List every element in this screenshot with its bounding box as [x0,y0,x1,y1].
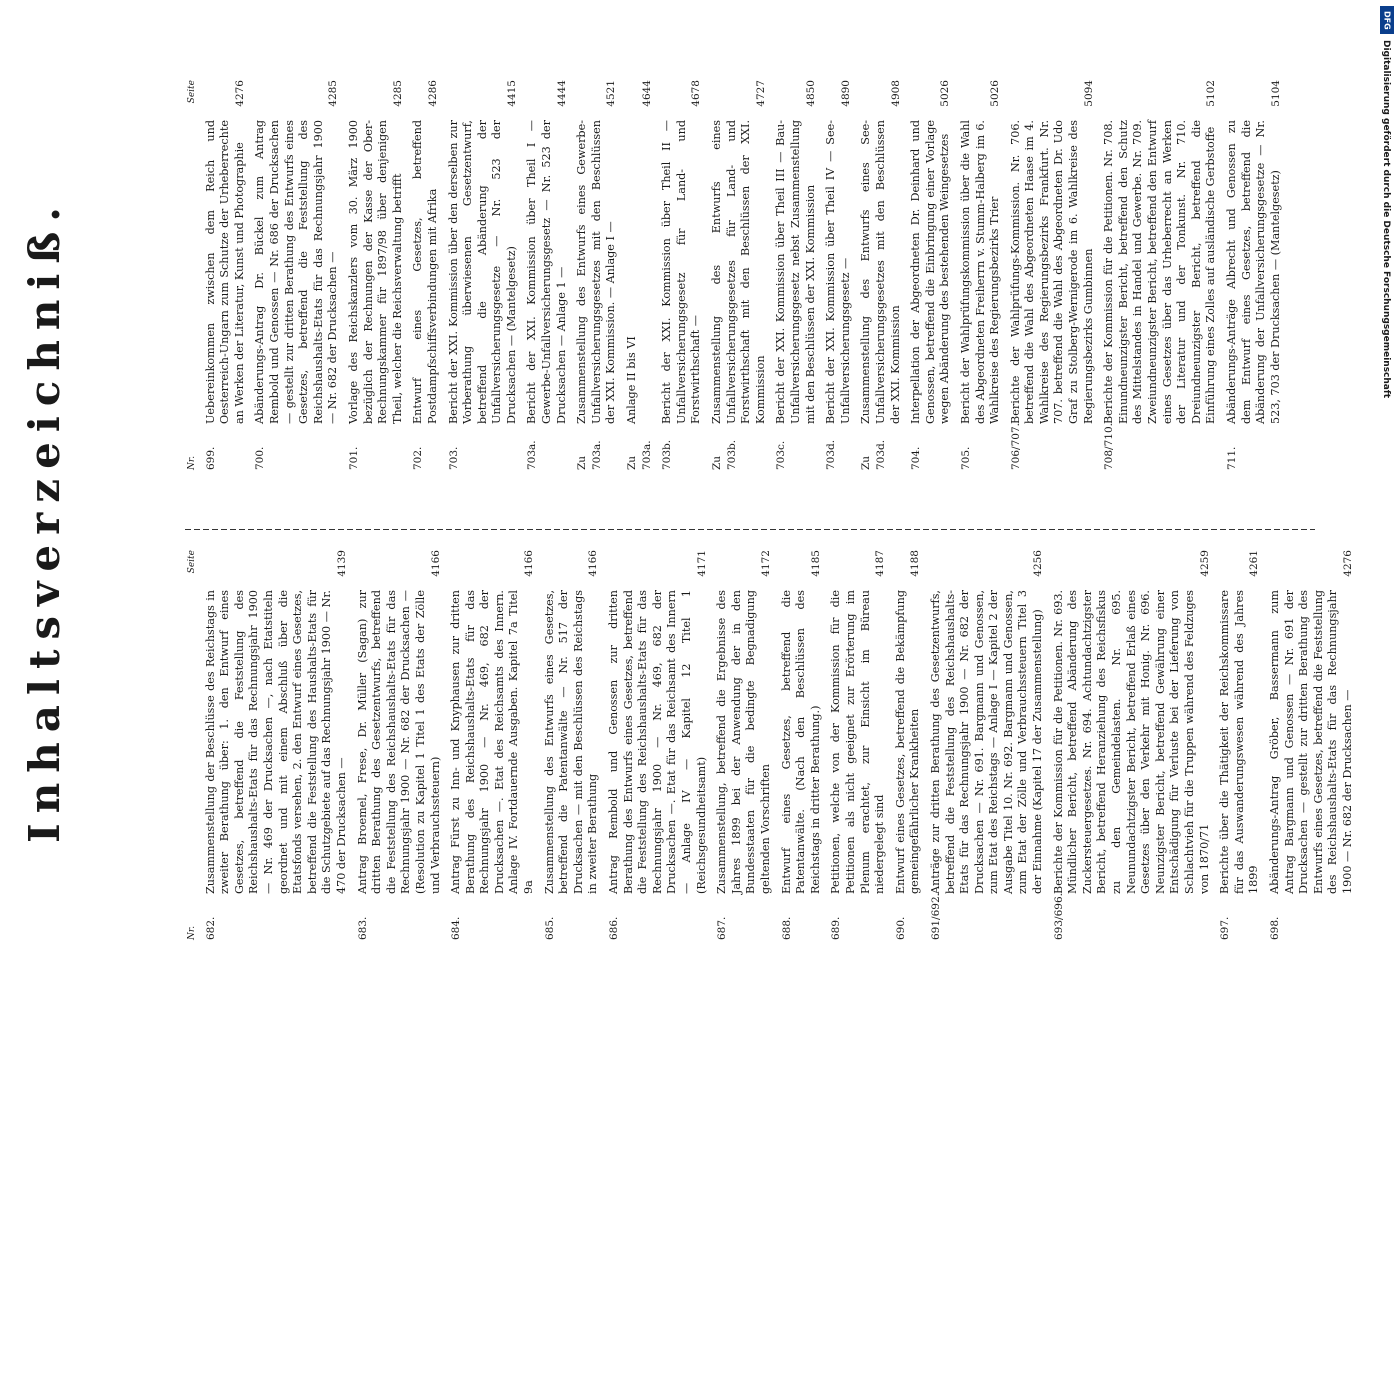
entry-text: Abänderungs-Anträge Albrecht und Genossen zu dem Entwurf eines Gesetzes, betreffend die Abänderung der Unfallversicherungsgesetze — Nr. 523, 703 der Drucksachen — (Mantelgesetz) [1225,120,1282,424]
digitization-credit: Digitalisierung gefördert durch die Deutsche Forschungsgemeinschaft [1381,40,1391,399]
entry-text: Zusammenstellung der Beschlüsse des Reichstags in zweiter Berathung über: 1. den Entwurf eines Gesetzes, betreffend die Feststellung des Reichshaushalts-Etats für das Rechnungsjahr 1900 — Nr. 469 der Drucksachen —, nach Etatstiteln geordnet und mit einem Abschluß über die Etatsfonds versehen, 2. den Entwurf eines Gesetzes, betreffend die Feststellung des Haushalts-Etats für die Schutzgebiete auf das Rechnungsjahr 1900 — Nr. 470 der Drucksachen — [203,590,348,894]
entry-number: 701. [347,446,360,470]
entry-page: 5094 [1082,80,1095,107]
entry-page: 4276 [233,80,246,107]
toc-entry [525,80,569,470]
entry-page: 5102 [1205,80,1218,107]
entry-text: Entwurf eines Gesetzes, betreffend Postdampfschiffsverbindungen mit Afrika [411,120,439,424]
dfg-logo: DFG [1380,6,1394,34]
right-column-header [185,80,200,470]
entry-text: Bericht der XXI. Kommission über Theil III — Bau-Unfallversicherungsgesetz nebst Zusammenstellung mit den Beschlüssen der XXI. Kommission [774,120,817,424]
entry-number: 699. [204,446,217,470]
toc-entry [449,550,537,940]
entry-page: 4166 [523,550,536,577]
entry-page: 4678 [690,80,703,107]
entry-page: 4644 [640,80,653,107]
toc-entry [575,80,619,470]
entry-number: Zu 703a. [576,440,603,470]
entry-page: 4256 [1032,550,1045,577]
entry-page: 4727 [754,80,767,107]
entry-text: Zusammenstellung des Entwurfs eines Gewerbe-Unfallversicherungsgesetzes mit den Beschlüssen der XXI. Kommission. — Anlage I — [575,120,618,424]
entry-text: Zusammenstellung, betreffend die Ergebnisse des Jahres 1899 bei der Anwendung der in den Bundesstaaten für die bedingte Begnadigung geltenden Vorschriften [715,590,772,894]
entry-number: 685. [543,916,556,940]
entry-number: 693/696. [1052,893,1065,940]
entry-number: 706/707. [1009,423,1022,470]
entry-text: Antrag Rembold und Genossen zur dritten Berathung des Entwurfs eines Gesetzes, betreffend die Feststellung des Reichshaushalts-Etats für das Rechnungsjahr 1900 — Nr. 469, 682 der Drucksachen —. Etat für das Reichsamt des Innern — Anlage IV — Kapitel 12 Titel 1 (Reichsgesundheitsamt) [607,590,708,894]
entry-text: Bericht der XXI. Kommission über Theil I — Gewerbe-Unfallversicherungsgesetz — Nr. 523 der Drucksachen — Anlage 1 — [525,120,568,424]
entry-number: 689. [830,916,843,940]
toc-entry [829,550,887,940]
entry-number: 703. [447,446,460,470]
entry-text: Interpellation der Abgeordneten Dr. Deinhard und Genossen, betreffend die Einbringung einer Vorlage wegen Abänderung des bestehenden Weingesetzes [909,120,952,424]
seite-label: Seite [187,550,197,574]
toc-entry [824,80,853,470]
digitization-sidebar [1377,0,1397,1000]
entry-number: 690. [894,916,907,940]
entry-page: 5026 [939,80,952,107]
entry-page: 5026 [989,80,1002,107]
entry-page: 4139 [335,550,348,577]
toc-entry [607,550,709,940]
entry-page: 4415 [505,80,518,107]
nr-label: Nr. [187,925,197,940]
toc-entry [774,80,818,470]
entry-number: 702. [412,446,425,470]
entry-page: 4261 [1248,550,1261,577]
entry-number: 686. [608,916,621,940]
toc-entry [959,80,1003,470]
entry-page: 4908 [889,80,902,107]
entry-text: Anlage II bis VI [625,336,639,424]
entry-text: Bericht der Wahlprüfungskommission über die Wahl des Abgeordneten Freiherrn v. Stumm-Halberg im 6. Wahlkreise des Regierungsbezirks Trier [958,120,1002,424]
entry-page: 4172 [759,550,772,577]
nr-label: Nr. [187,455,197,470]
entry-text: Zusammenstellung des Entwurfs eines Unfallversicherungsgesetzes für Land- und Forstwirthschaft mit den Beschlüssen der XXI. Kommission [710,120,767,424]
entry-text: Antrag Fürst zu Inn- und Knyphausen zur dritten Berathung des Reichshaushalts-Etats für das Rechnungsjahr 1900 — Nr. 469, 682 der Drucksachen —. Etat des Reichsamts des Innern. Anlage IV. Fortdauernde Ausgaben. Kapitel 7a Titel 9a [449,590,536,894]
entry-text: Bericht der XXI. Kommission über Theil II — Unfallversicherungsgesetz für Land- und Forstwirthschaft — [660,120,703,424]
entry-number: 688. [780,916,793,940]
entry-page: 4187 [874,550,887,577]
entry-text: Zusammenstellung des Entwurfs eines Gesetzes, betreffend die Patentanwälte — Nr. 517 der Drucksachen — mit den Beschlüssen des Reichstags in zweiter Berathung [542,590,600,894]
entry-number: 708/710. [1103,423,1116,470]
entry-text: Bericht der XXI. Kommission über den derselben zur Vorberathung überwiesenen Gesetzentwurf, betreffend die Abänderung der Unfallversicherungsgesetze — Nr. 523 der Drucksachen — (Mantelgesetz) [446,120,518,424]
entry-text: Bericht der XXI. Kommission über Theil IV — See-Unfallversicherungsgesetz — [824,120,852,424]
toc-entry [204,550,350,940]
entry-page: 4166 [587,550,600,577]
right-entry-list [204,80,1284,470]
entry-page: 4286 [426,80,439,107]
toc-entry [1225,80,1283,470]
entry-text: Antrag Broemel, Frese, Dr. Müller (Sagan) zur dritten Berathung des Gesetzentwurfs, betreffend die Feststellung des Reichshaushalts-Etats für das Rechnungsjahr 1900 — Nr. 682 der Drucksachen — (Resolution zu Kapitel 1 Titel 1 des Etats der Zölle und Verbrauchssteuern) [355,590,442,894]
toc-entry [204,80,248,470]
toc-entry [894,550,923,940]
left-entry-list [204,550,1356,940]
entry-page: 4259 [1198,550,1211,577]
right-column [185,80,1289,470]
entry-number: 683. [356,916,369,940]
toc-entry [1009,80,1097,470]
entry-text: Entwurf eines Gesetzes, betreffend die Patentanwälte. (Nach den Beschlüssen des Reichstags in dritter Berathung.) [779,590,822,894]
toc-entry [710,80,768,470]
entry-number: 703d. [825,439,838,470]
toc-entry [447,80,520,470]
entry-text: Vorlage des Reichskanzlers vom 30. März 1900 bezüglich der Rechnungen der Kasse der Ober-Rechnungskammer für 1897/98 über denjenigen Theil, welcher die Reichsverwaltung betrifft [346,120,404,424]
toc-entry [715,550,773,940]
toc-entry [253,80,341,470]
toc-entry [909,80,953,470]
toc-entry [625,80,654,470]
entry-text: Berichte der Kommission für die Petitionen. Nr. 693. Mündlicher Bericht, betreffend Abänderung des Zuckersteuergesetzes. Nr. 694. Achtundachtzigster Bericht, betreffend Heranziehung des Reichsfiskus zu den Gemeindelasten. Nr. 695. Neunundachtzigster Bericht, betreffend Erlaß eines Gesetzes über den Verkehr mit Honig. Nr. 696. Neunzigster Bericht, betreffend Gewährung einer Entschädigung für Verluste bei der Lieferung von Schlachtvieh für die Truppen während des Feldzuges von 1870/71 [1051,590,1211,894]
toc-entry [411,80,440,470]
entry-page: 4521 [605,80,618,107]
entry-page: 4166 [429,550,442,577]
entry-number: 687. [716,916,729,940]
entry-text: Berichte der Wahlprüfungs-Kommission. Nr. 706. betreffend die Wahl des Abgeordneten Haase im 4. Wahlkreise des Regierungsbezirks Frankfurt. Nr. 707. betreffend die Wahl des Abgeordneten Dr. Udo Graf zu Stolberg-Wernigerode im 6. Wahlkreise des Regierungsbezirks Gumbinnen [1008,120,1095,424]
seite-label: Seite [187,80,197,104]
entry-text: Berichte über die Thätigkeit der Reichskommissare für das Auswanderungswesen während des Jahres 1899 [1218,590,1261,894]
entry-text: Uebereinkommen zwischen dem Reich und Oesterreich-Ungarn zum Schutze der Urheberrechte an Werken der Literatur, Kunst und Photographie [203,120,246,424]
entry-page: 4276 [1341,550,1354,577]
entry-page: 4188 [909,550,922,577]
entry-number: 697. [1219,916,1232,940]
entry-text: Anträge zur dritten Berathung des Gesetzentwurfs, betreffend die Feststellung des Reichshaushalts-Etats für das Rechnungsjahr 1900 — Nr. 682 der Drucksachen — Nr. 691. Bargmann und Genossen, zum Etat des Reichstags — Anlage I — Kapitel 2 der Ausgabe Titel 10. Nr. 692. Bargmann und Genossen, zum Etat der Zölle und Verbrauchssteuern Titel 3 der Einnahme (Kapitel 17 der Zusammenstellung) [928,590,1045,894]
entry-number: 703b. [661,439,674,470]
entry-text: Entwurf eines Gesetzes, betreffend die Bekämpfung gemeingefährlicher Krankheiten [893,590,922,894]
entry-number: 698. [1268,916,1281,940]
left-column-header [185,550,200,940]
entry-text: Abänderungs-Antrag Dr. Bückel zum Antrag Rembold und Genossen — Nr. 686 der Drucksachen — gestellt zur dritten Berathung des Entwurfs eines Gesetzes, betreffend die Feststellung des Reichshaushalts-Etats für das Rechnungsjahr 1900 — Nr. 682 der Drucksachen — [253,120,340,424]
entry-page: 4285 [327,80,340,107]
toc-entry [1052,550,1213,940]
toc-entry [859,80,903,470]
entry-page: 4171 [695,550,708,577]
entry-text: Berichte der Kommission für die Petitionen. Nr. 708. Einundneunzigster Bericht, betreffend den Schutz des Mittelstandes in Handel und Gewerbe. Nr. 709. Zweiundneunzigster Bericht, betreffend den Entwurf eines Gesetzes über das Urheberrecht an Werken der Literatur und der Tonkunst. Nr. 710. Dreiundneunzigster Bericht, betreffend die Einführung eines Zolles auf ausländische Gerbstoffe [1102,120,1218,424]
toc-entry [1102,80,1219,470]
entry-page: 4444 [555,80,568,107]
column-divider [185,529,1315,530]
toc-entry [929,550,1046,940]
entry-number: 700. [254,446,267,470]
toc-entry [543,550,601,940]
entry-number: 705. [959,446,972,470]
entry-page: 4850 [804,80,817,107]
left-column [185,550,1362,940]
entry-page: 4890 [839,80,852,107]
entry-number: 703c. [775,440,788,470]
entry-number: 682. [204,916,217,940]
entry-page: 4285 [391,80,404,107]
toc-entry [660,80,704,470]
toc-entry [1218,550,1262,940]
entry-number: Zu 703b. [711,439,738,470]
entry-number: Zu 703a. [626,440,653,470]
toc-entry [1268,550,1356,940]
entry-number: 704. [910,446,923,470]
entry-number: 711. [1226,446,1238,470]
toc-entry [780,550,824,940]
entry-number: 703a. [526,440,539,470]
entry-page: 4185 [809,550,822,577]
entry-number: 684. [450,916,463,940]
page-title: Inhaltsverzeichniß. [20,197,69,843]
entry-number: Zu 703d. [860,439,887,470]
entry-text: Zusammenstellung des Entwurfs eines See-Unfallversicherungsgesetzes mit den Beschlüssen der XXI. Kommission [859,120,902,424]
toc-entry [347,80,405,470]
entry-number: 691/692. [929,893,942,940]
entry-text: Petitionen, welche von der Kommission für die Petitionen als nicht geeignet zur Erörterung im Plenum erachtet, zur Einsicht im Büreau niedergelegt sind [829,590,887,894]
toc-entry [356,550,444,940]
entry-text: Abänderungs-Antrag Gröber, Bassermann zum Antrag Bargmann und Genossen — Nr. 691 der Drucksachen — gestellt zur dritten Berathung des Entwurfs eines Gesetzes, betreffend die Feststellung des Reichshaushalts-Etats für das Rechnungsjahr 1900 — Nr. 682 der Drucksachen — [1267,590,1354,894]
entry-page: 5104 [1269,80,1282,107]
document-page [0,40,1397,1000]
